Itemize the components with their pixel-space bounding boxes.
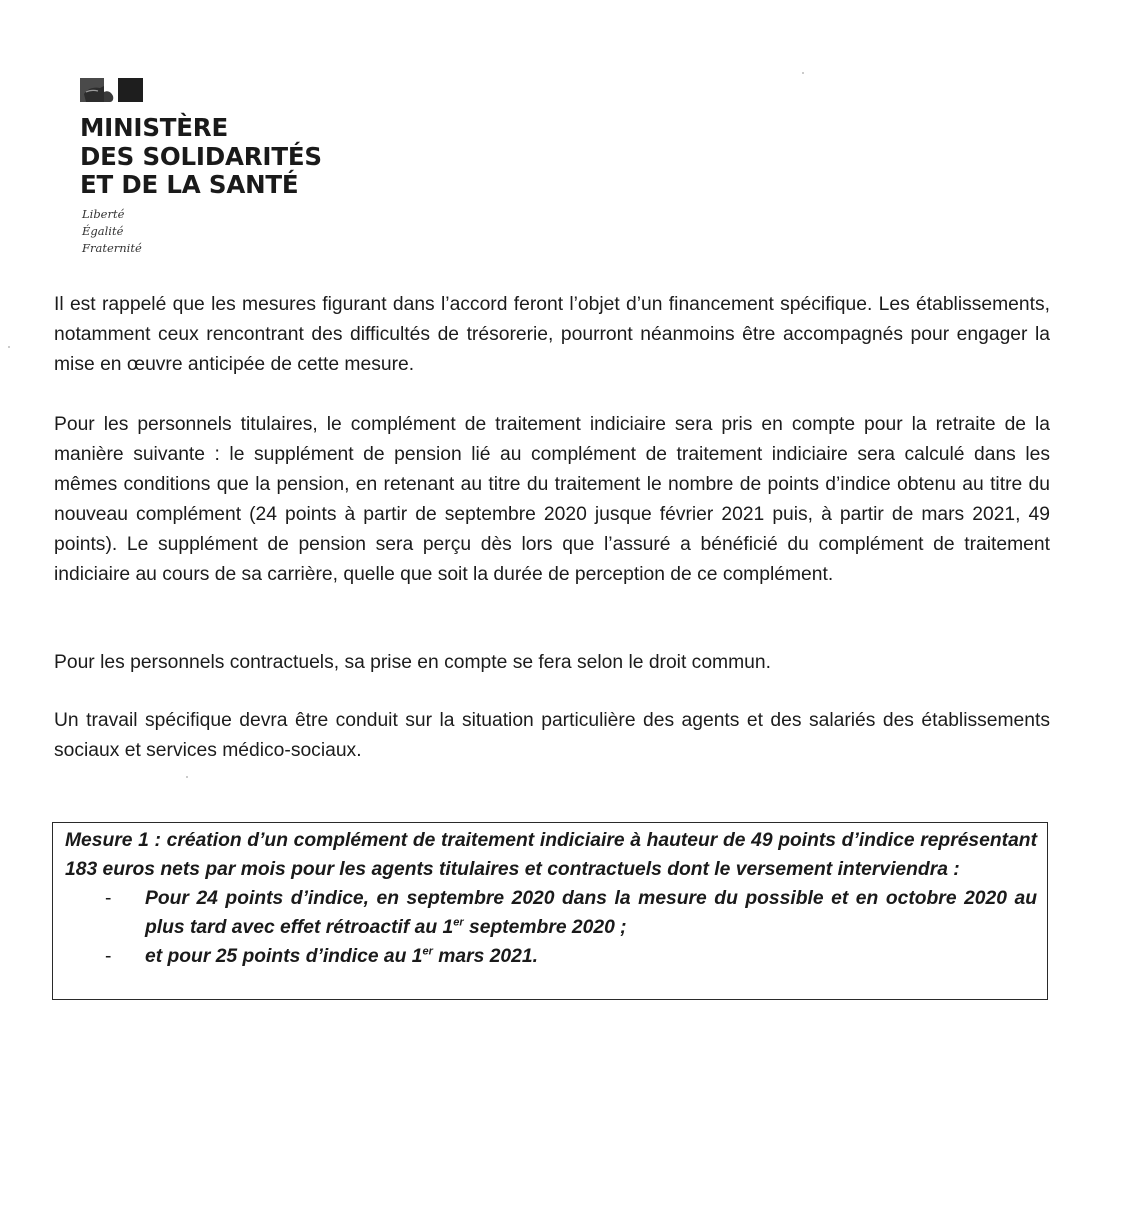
- motto-fraternite: Fraternité: [82, 241, 142, 255]
- superscript-er: er: [453, 916, 464, 929]
- measure-item-2-text: et pour 25 points d’indice au 1: [145, 946, 423, 967]
- paragraph-travail-specifique: Un travail spécifique devra être conduit sur la situation particulière des agents et des salariés des établissements sociaux et services médico-sociaux.: [54, 710, 1050, 761]
- list-dash: -: [105, 888, 112, 909]
- list-dash: -: [105, 946, 112, 967]
- ministry-line-3: ET DE LA SANTÉ: [80, 170, 299, 199]
- ministry-logo: [80, 78, 156, 111]
- superscript-er: er: [422, 945, 433, 958]
- paragraph-contractuels: Pour les personnels contractuels, sa prise en compte se fera selon le droit commun.: [54, 652, 771, 673]
- ministry-line-2: DES SOLIDARITÉS: [80, 141, 322, 171]
- scan-speck: [186, 776, 188, 778]
- measure-item-2-date: mars 2021.: [432, 946, 538, 967]
- republic-motto: [82, 206, 142, 257]
- motto-egalite: Égalité: [82, 224, 124, 238]
- measure-list: [65, 884, 1037, 971]
- ministry-line-1: MINISTÈRE: [80, 113, 229, 142]
- scan-speck: [802, 72, 804, 74]
- measure-item-1-date: septembre 2020 ;: [463, 917, 627, 938]
- scan-speck: [8, 346, 10, 348]
- measure-item-1: [65, 884, 1037, 942]
- marianne-logo-icon: [80, 78, 156, 106]
- measure-box: [52, 822, 1048, 1000]
- paragraph-retraite-titulaires: Pour les personnels titulaires, le complément de traitement indiciaire sera pris en compte pour la retraite de la manière suivante : le supplément de pension lié au complément de traitement indiciaire sera calculé dans les mêmes conditions que la pension, en retenant au titre du traitement le nombre de points d’indice obtenu au titre du nouveau complément (24 points à partir de septembre 2020 jusque février 2021 puis, à partir de mars 2021, 49 points). Le supplément de pension sera perçu dès lors que l’assuré a bénéficié du complément de traitement indiciaire au cours de sa carrière, quelle que soit la durée de perception de ce complément.: [54, 414, 1050, 585]
- measure-item-2: [65, 942, 1037, 971]
- measure-item-1-text: Pour 24 points d’indice, en septembre 2020 dans la mesure du possible et en octobre 2020 au plus tard avec effet rétroactif au 1: [145, 888, 1037, 938]
- measure-content: [65, 826, 1037, 971]
- paragraph-financement: Il est rappelé que les mesures figurant dans l’accord feront l’objet d’un financement spécifique. Les établissements, notamment ceux rencontrant des difficultés de trésorerie, pourront néanmoins être accompagnés pour engager la mise en œuvre anticipée de cette mesure.: [54, 294, 1050, 375]
- motto-liberte: Liberté: [82, 207, 125, 221]
- ministry-name: [80, 114, 322, 200]
- measure-intro: Mesure 1 : création d’un complément de traitement indiciaire à hauteur de 49 points d’indice représentant 183 euros nets par mois pour les agents titulaires et contractuels dont le versement interviendra :: [65, 830, 1037, 880]
